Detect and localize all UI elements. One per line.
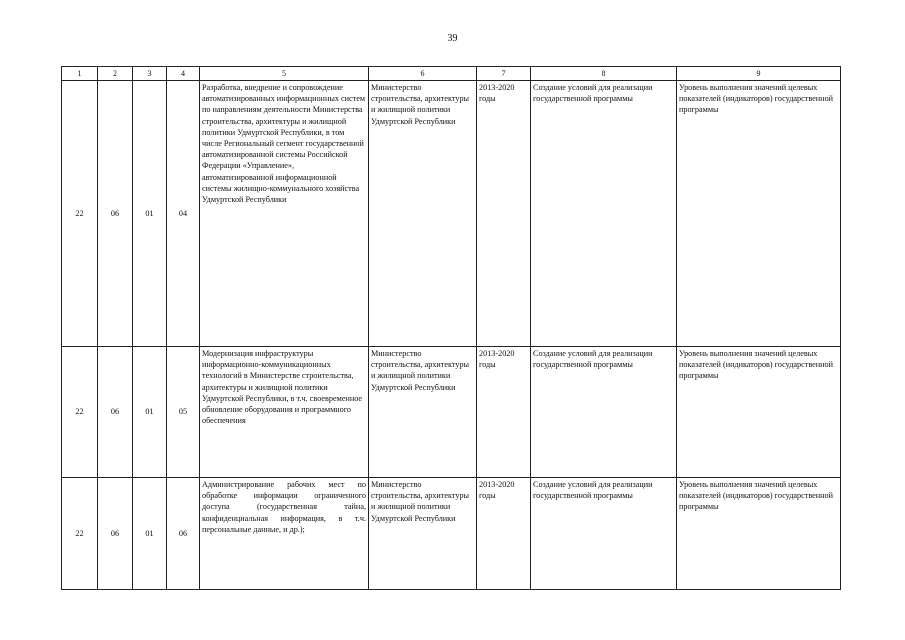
code-cell-1: 22: [62, 81, 98, 347]
code-cell-3: 01: [133, 347, 167, 478]
column-header-6: 6: [369, 67, 477, 81]
period-cell: 2013-2020 годы: [477, 81, 531, 347]
table-row: [62, 81, 841, 347]
code-cell-1: 22: [62, 347, 98, 478]
description-cell: Администрирование рабочих мест по обработке информации ограниченного доступа (государственная тайна, конфиденциальная информация, в т.ч. персональные данные, и др.);: [200, 478, 369, 590]
column-header-9: 9: [677, 67, 841, 81]
code-cell-2: 06: [98, 347, 133, 478]
result-cell: Создание условий для реализации государственной программы: [531, 347, 677, 478]
column-header-2: 2: [98, 67, 133, 81]
table-row: [62, 478, 841, 590]
description-cell: Разработка, внедрение и сопровождение автоматизированных информационных систем по направлениям деятельности Министерства строительства, архитектуры и жилищной политики Удмуртской Республики, в том числе Региональный сегмент государственной автоматизированной системы Российской Федерации «Управление», автоматизированной информационной системы жилищно-коммунального хозяйства Удмуртской Республики: [200, 81, 369, 347]
result-cell: Создание условий для реализации государственной программы: [531, 478, 677, 590]
header-row: [62, 67, 841, 81]
result-cell: Создание условий для реализации государственной программы: [531, 81, 677, 347]
indicator-cell: Уровень выполнения значений целевых показателей (индикаторов) государственной программы: [677, 81, 841, 347]
description-cell: Модернизация инфраструктуры информационно-коммуникационных технологий в Министерстве строительства, архитектуры и жилищной политики Удмуртской Республики, в т.ч. своевременное обновление оборудования и программного обеспечения: [200, 347, 369, 478]
code-cell-4: 05: [167, 347, 200, 478]
column-header-7: 7: [477, 67, 531, 81]
code-cell-4: 04: [167, 81, 200, 347]
code-cell-1: 22: [62, 478, 98, 590]
period-cell: 2013-2020 годы: [477, 478, 531, 590]
column-header-8: 8: [531, 67, 677, 81]
indicator-cell: Уровень выполнения значений целевых показателей (индикаторов) государственной программы: [677, 347, 841, 478]
period-cell: 2013-2020 годы: [477, 347, 531, 478]
code-cell-4: 06: [167, 478, 200, 590]
page-number: 39: [447, 33, 458, 44]
table-row: [62, 347, 841, 478]
program-activities-table: [61, 66, 841, 590]
column-header-4: 4: [167, 67, 200, 81]
executor-cell: Министерство строительства, архитектуры и жилищной политики Удмуртской Республики: [369, 478, 477, 590]
column-header-5: 5: [200, 67, 369, 81]
executor-cell: Министерство строительства, архитектуры и жилищной политики Удмуртской Республики: [369, 81, 477, 347]
indicator-cell: Уровень выполнения значений целевых показателей (индикаторов) государственной программы: [677, 478, 841, 590]
code-cell-2: 06: [98, 478, 133, 590]
code-cell-2: 06: [98, 81, 133, 347]
column-header-3: 3: [133, 67, 167, 81]
code-cell-3: 01: [133, 478, 167, 590]
executor-cell: Министерство строительства, архитектуры и жилищной политики Удмуртской Республики: [369, 347, 477, 478]
column-header-1: 1: [62, 67, 98, 81]
code-cell-3: 01: [133, 81, 167, 347]
